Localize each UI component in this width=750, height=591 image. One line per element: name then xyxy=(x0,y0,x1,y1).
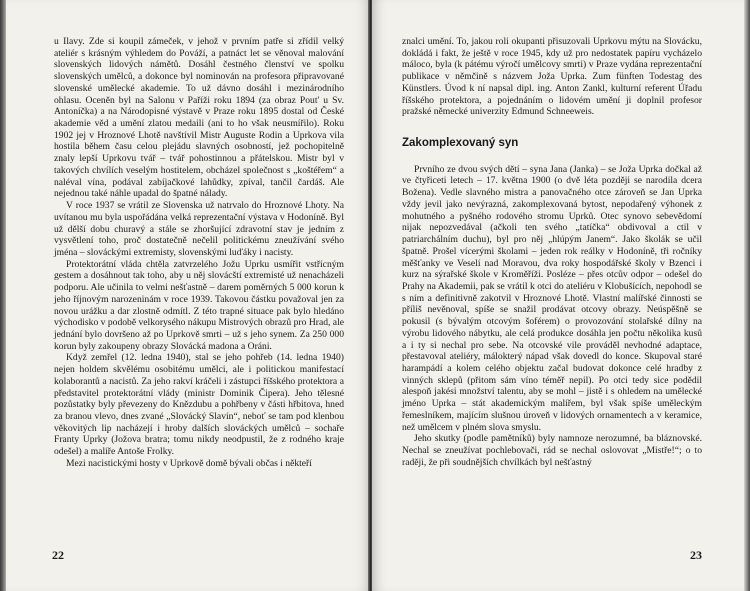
paragraph: Protektorátní vláda chtěla zatvrzelého Jožu Uprku usmířit vstřícným gestem a dosáhnout tak toho, aby u něj slovácští extremisté už nenacházeli podporu. Ale učinila to velmi nešťastně – darem poměrných 5 000 korun k jeho říjnovým narozeninám v roce 1939. Takovou částku považoval jen za novou urážku a dar zlostně odmítl. Z této trapné situace pak bylo hledáno východisko v podobě velkorysého nákupu Mistrových obrazů pro Hrad, ale jednání bylo dovršeno až po Uprkově smrti – už s jeho synem. Za 250 000 korun byly zakoupeny obrazy Slovácká madona a Oráni. xyxy=(54,258,344,352)
paragraph: u Ilavy. Zde si koupil zámeček, v jehož v prvním patře si zřídil velký ateliér s krásným výhledem do Pováží, a patnáct let se věnoval malování slovenských lidových námětů. Dosáhl čestného členství ve spolku slovenských umělců, a dokonce byl nominován na profesora připravované slovenské umělecké akademie. To už dávno dosáhl i mezinárodního ohlasu. Oceněn byl na Salonu v Paříži roku 1894 (za obraz Pout' u Sv. Antoníčka) a na Národopisné výstavě v Praze roku 1895 dostal od České akademie věd a umění zlatou medaili (ani to ho však neusmířilo). Roku 1902 jej v Hroznové Lhotě navštívil Mistr Auguste Rodin a Uprkova vila hostila během času celou plejádu slavných osobností, jež pochopitelně znaly lepší Uprkovu tvář – tvář pohostinnou a přátelskou. Mistr byl v takových chvílích veselým hostitelem, obcházel společnost s „koštéřem“ a naléval vína, podával zabíjačkové lahůdky, zpíval, tančil čardáš. Ale nejednou také náhle upadal do špatné nálady. xyxy=(54,36,344,200)
paragraph: Když zemřel (12. ledna 1940), stal se jeho pohřeb (14. ledna 1940) nejen holdem skvělému osobitému umělci, ale i politickou manifestací kolaborantů a nacistů. Za jeho rakví kráčeli i zástupci říšského protektora a představitel protektorátní vlády (ministr Dominik Čipera). Jeho tělesné pozůstatky byly převezeny do Knězdubu a pohřbeny v části hřbitova, hned za branou vlevo, dnes zvané „Slovácký Slavín“, neboť se tam pod klenbou věkovitých lip nacházejí i hroby dalších slováckých umělců – sochaře Franty Uprky (Jožova bratra; tomu nikdy neodpustil, že z rodného kraje odešel) a malíře Antoše Frolky. xyxy=(54,352,344,458)
paragraph: Mezi nacistickými hosty v Uprkově domě bývali občas i někteří xyxy=(66,457,312,469)
right-page-text xyxy=(402,36,702,468)
page-number: 23 xyxy=(690,548,702,562)
paragraph: Jeho skutky (podle pamětníků) byly namnoze nerozumné, ba bláznovské. Nechal se zneužívat pochlebovači, rád se nechal oslovovat „Mistře!“; o to raději, že při soudnějších chvílkách byl nešťastný xyxy=(402,433,702,468)
page-edge xyxy=(744,0,750,591)
section-heading: Zakomplexovaný syn xyxy=(402,137,519,150)
page-number: 22 xyxy=(52,548,64,562)
paragraph: Prvního ze dvou svých dětí – syna Jana (Janka) – se Joža Uprka dočkal až ve čtyřiceti letech – 17. května 1900 (o dvě léta později se narodila dcera Božena). Vedle slavného mistra a panovačného otce zároveň se Jan Uprka vždy jevil jako nevýrazná, zakomplexovaná bytost, nepodařený výhonek z mohutného a pyšného rodového stromu Uprků. Otec synovo sebevědomí nijak nepozvedával (ačkoli ten svého „tatíčka“ obdivoval a ctil v patriarchálním duchu), byl pro něj „hlúpým Janem“. Jako školák se učil špatně. Prošel vícerými školami – jeden rok reálky v Hodoníně, tři ročníky měšťanky ve Veselí nad Moravou, dva roky hospodářské školy v Bzenci i kurz na sýrařské škole v Kroměříži. Posléze – přes otcův odpor – odešel do Prahy na Akademii, pak se vrátil k otci do ateliéru v Klobušících, nepohodl se s ním a definitivně zakotvil v Hroznové Lhotě. Vlastní malířské činnosti se příliš nevěnoval, spíše se snažil prodávat otcovy obrazy. Neúspěšně se pokusil (s bývalým otcovým šoférem) o provozování stolařské dílny na výrobu lidového nábytku, ale celá produkce dosáhla jen počtu několika kusů a i ty si nechal pro sebe. Na otcovské vile prováděl nevhodné adaptace, přestavoval ateliéry, málokterý nápad však dovedl do konce. Skupoval staré harampádí a kolem celého objektu začal budovat dokonce celé hradby z vinných sklepů (přitom sám víno téměř nepil). Po otci tedy sice podědil alespoň jakési množství talentu, aby se mohl – jistě i s ohledem na umělecké jméno Uprka – stát akademickým malířem, byl však spíše uměleckým řemeslníkem, majícím slušnou úroveň v lidových ornamentech a v keramice, než umělcem v plném slova smyslu. xyxy=(402,163,702,433)
right-page xyxy=(372,0,744,591)
left-page xyxy=(6,0,370,591)
paragraph: V roce 1937 se vrátil ze Slovenska už natrvalo do Hroznové Lhoty. Na uvítanou mu byla uspořádána velká reprezentační výstava v Hodoníně. Byl už dělší dobu churavý a stále se zhoršující zdravotní stav je jedním z vysvětlení toho, proč dostatečně nečelil politickému zneužívání svého jména – slováckými extremisty, slovenskými luďáky i nacisty. xyxy=(54,200,344,258)
left-page-text xyxy=(54,36,344,470)
paragraph: znalci umění. To, jakou roli okupanti přisuzovali Uprkovu mýtu na Slovácku, dokládá i fakt, že ještě v roce 1945, kdy už pro nedostatek papíru vycházelo máloco, byla (k pátému výročí umělcovy smrti) v Praze vydána reprezentační publikace v němčině s názvem Joža Uprka. Zum fünften Todestag des Künstlers. Úvod k ní napsal dipl. ing. Anton Zankl, kulturní referent Úřadu říšského protektora, a pojednáním o lidovém umění ji doplnil profesor pražské německé univerzity Edmund Schneeweis. xyxy=(402,36,702,118)
